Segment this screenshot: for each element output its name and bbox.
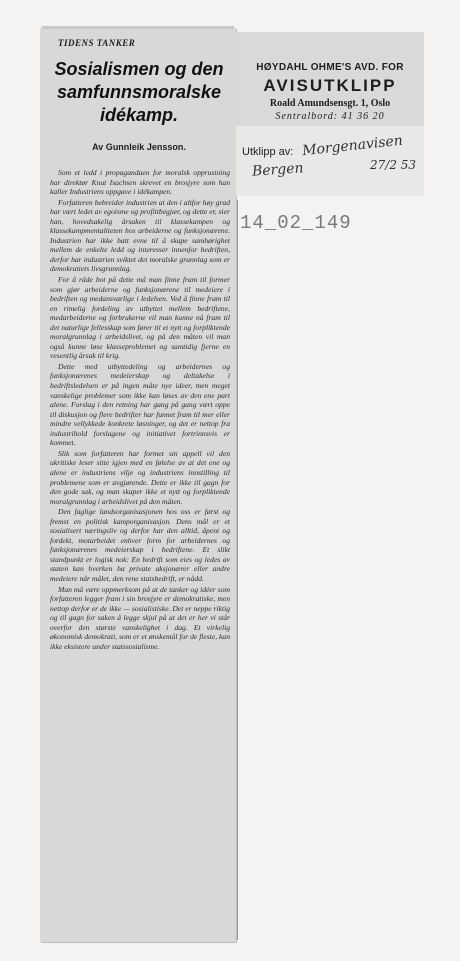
stamp-phone: Sentralbord: 41 36 20 bbox=[275, 111, 385, 122]
paragraph: For å råde bot på dette må man finne fram til former som gjør arbeiderne og funksjonærene til medeiere i bedriften og medansvarlige i ledelsen. Ved å finne fram til en rimelig fordeling av utbyttet mellem bedriftene, medarbeiderne og forbrukerne vil man kunne nå fram til det naturlige fellesskap som fører til et nytt og forpliktende moralgrunnlag i arbeidslivet, og på den måten vil man også kunne løse klasseproblemet og samtidig fjerne en vesentlig årsak til krig. bbox=[50, 275, 230, 361]
clipping-edge bbox=[42, 26, 234, 29]
article-headline: Sosialismen og den samfunnsmoralske idékamp. bbox=[54, 59, 224, 125]
fold-shadow bbox=[237, 200, 238, 940]
paragraph: Man må være oppmerksom på at de tanker og idéer som forfatteren legger fram i sin brosjyre er demokratiske, men nettop derfor er de ikke — sosialistiske. Det er neppe riktig og til gagn for saken å legge skjul på at det er her vi står overfor den største vanskelighet i dag. Et virkelig økonomisk demokrati, som er et ønskemål for de fleste, kan ikke eksistere under statssosialisme. bbox=[50, 584, 230, 651]
source-label: Utklipp av: bbox=[242, 146, 294, 158]
pencil-archive-date: 14_02_149 bbox=[240, 212, 352, 234]
paragraph: Dette med utbyttedeling og arbeidernes og funksjonærenes medeierskap og deltakelse i bedriftsledelsen er på ingen måte nye ideer, men meget vanskelige problemer som ikke kan løses av den ene part alene. Forslag i den retning har gang på gang vært oppe til diskusjon og flere bedrifter har funnet fram til mer eller mindre vellykkede konkrete løsninger, og det er nettop fra industrihold forslagene og initiativet fortrinnsvis er kommet. bbox=[50, 361, 230, 448]
paragraph: Som et ledd i propagandaen for moralsk opprustning har direktør Knut Isachsen skrevet en brosjyre som han kaller Industriens oppgave i idékampen. bbox=[50, 168, 230, 197]
handwritten-date: 27/2 53 bbox=[370, 158, 417, 172]
handwritten-city: Bergen bbox=[251, 160, 305, 180]
section-label: TIDENS TANKER bbox=[58, 38, 136, 48]
article-body bbox=[50, 168, 230, 930]
paragraph: Den faglige landsorganisasjonen hos oss er først og fremst en politisk kamporganisasjon. Dens mål er et sosialisert næringsliv og derfor har den alltid, åpent og fordekt, motarbeidet enhver form for arbeidernes og funksjonærenes medeierskap i bedriftene. Et slikt standpunkt er logisk nok: En bedrift som eies og ledes av staten kan hverken ha private aksjonærer eller andre medeiere når målet, den rene statsbedrift, er nådd. bbox=[50, 507, 230, 583]
paragraph: Slik som forfatteren har formet sin appell vil den ukritiske leser sitte igjen med en følelse av at det ene og alene er industriens vilje og industriens innstilling til problemene som er avgjørende. Dette er ikke til gagn for den gode sak, og man skaper ikke et nytt og forpliktende moralgrunnlag i arbeidslivet på den måten. bbox=[50, 448, 230, 506]
article-byline: Av Gunnleik Jensson. bbox=[92, 142, 186, 152]
handwritten-source: Morgenavisen bbox=[301, 132, 404, 160]
stamp-title: AVISUTKLIPP bbox=[263, 76, 397, 95]
stamp-address: Roald Amundsensgt. 1, Oslo bbox=[269, 98, 391, 109]
stamp-agency: HØYDAHL OHME'S AVD. FOR bbox=[256, 62, 404, 73]
paragraph: Forfatteren bebreider industrien at den i altfor høy grad har vært ledet av egoisme og profittbegjær, og dette er, sier han, hovedsakelig årsaken til klassekampen og klassekampmentaliteten hos arbeiderne og funksjonærene. Industrien har ikke hatt evne til å skape samhørighet mellem de enkelte ledd og interesser innenfor bedriften, derfor har industrien sviktet det moralske grunnlag som er demokratiets livsgrunnlag. bbox=[50, 197, 230, 274]
